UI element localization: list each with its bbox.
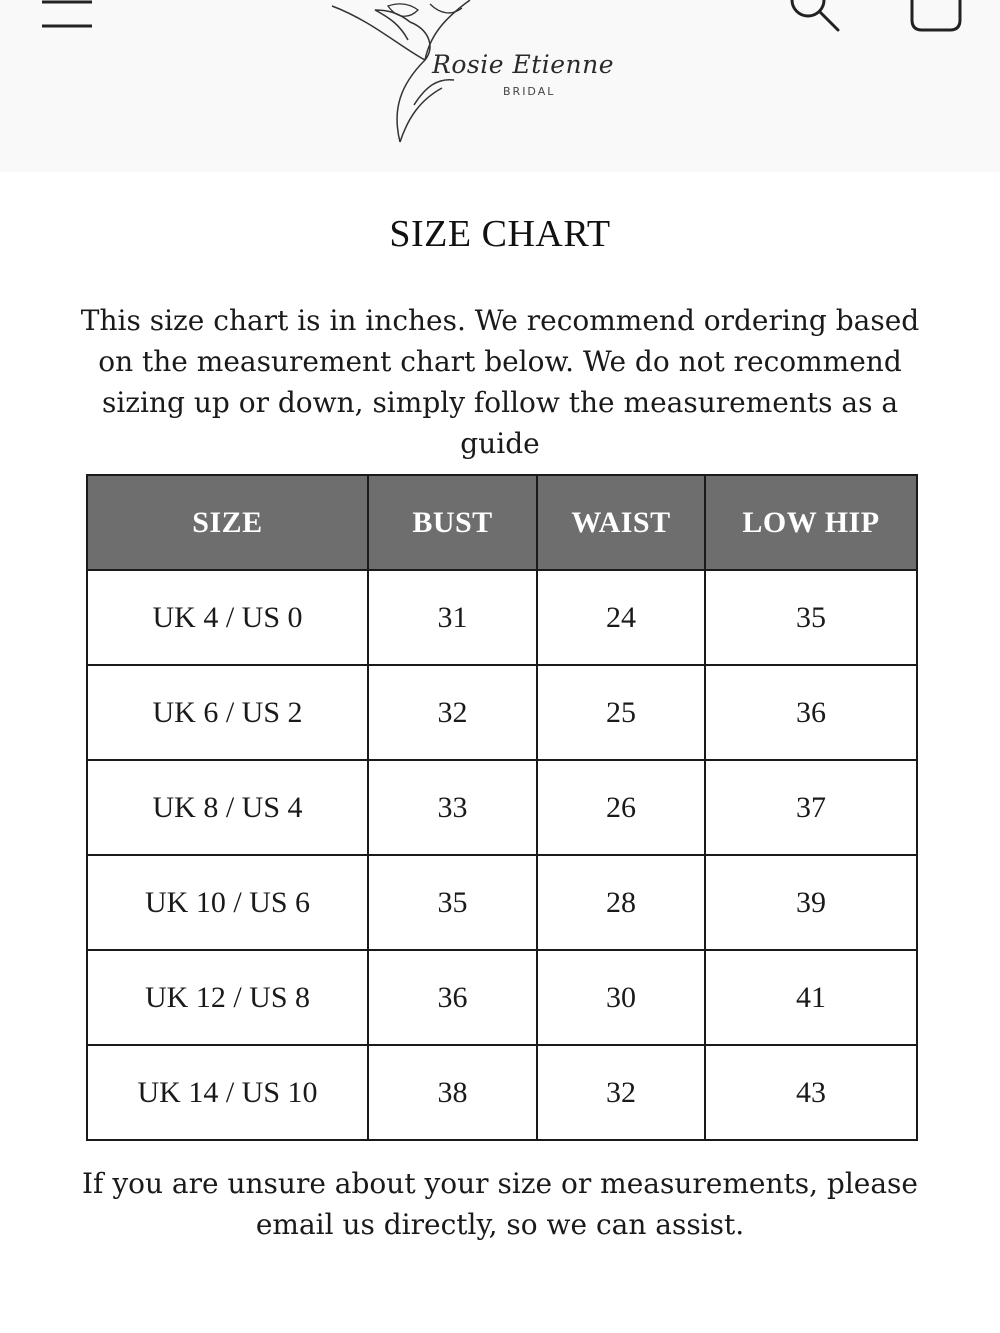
low-hip-cell: 43: [705, 1045, 917, 1140]
cart-icon[interactable]: [906, 0, 966, 34]
waist-cell: 26: [537, 760, 705, 855]
size-cell: UK 8 / US 4: [87, 760, 368, 855]
low-hip-cell: 36: [705, 665, 917, 760]
contact-note: If you are unsure about your size or measurements, please email us directly, so we can assist.: [82, 1167, 918, 1241]
size-cell: UK 10 / US 6: [87, 855, 368, 950]
size-cell: UK 4 / US 0: [87, 570, 368, 665]
page-title: SIZE CHART: [389, 213, 611, 255]
column-header-waist: WAIST: [537, 475, 705, 570]
bust-cell: 35: [368, 855, 537, 950]
menu-icon[interactable]: [40, 0, 94, 34]
bust-cell: 36: [368, 950, 537, 1045]
waist-cell: 24: [537, 570, 705, 665]
low-hip-cell: 39: [705, 855, 917, 950]
waist-cell: 30: [537, 950, 705, 1045]
table-row: [87, 665, 917, 760]
table-row: [87, 1045, 917, 1140]
bust-cell: 31: [368, 570, 537, 665]
brand-name: Rosie Etienne: [432, 50, 615, 79]
low-hip-cell: 35: [705, 570, 917, 665]
bust-cell: 38: [368, 1045, 537, 1140]
site-header: [0, 0, 1000, 172]
size-cell: UK 14 / US 10: [87, 1045, 368, 1140]
size-cell: UK 6 / US 2: [87, 665, 368, 760]
column-header-low-hip: LOW HIP: [705, 475, 917, 570]
low-hip-cell: 37: [705, 760, 917, 855]
table-row: [87, 760, 917, 855]
size-cell: UK 12 / US 8: [87, 950, 368, 1045]
bust-cell: 33: [368, 760, 537, 855]
size-chart-intro: This size chart is in inches. We recommend ordering based on the measurement chart below. We do not recommend sizing up or down, simply follow the measurements as a guide: [80, 304, 920, 460]
bust-cell: 32: [368, 665, 537, 760]
brand-subtitle: BRIDAL: [503, 85, 556, 98]
waist-cell: 28: [537, 855, 705, 950]
waist-cell: 25: [537, 665, 705, 760]
size-chart-table: [86, 474, 918, 1141]
table-row: [87, 570, 917, 665]
search-icon[interactable]: [786, 0, 842, 34]
column-header-bust: BUST: [368, 475, 537, 570]
column-header-size: SIZE: [87, 475, 368, 570]
table-header-row: [87, 475, 917, 570]
table-row: [87, 855, 917, 950]
table-row: [87, 950, 917, 1045]
low-hip-cell: 41: [705, 950, 917, 1045]
waist-cell: 32: [537, 1045, 705, 1140]
